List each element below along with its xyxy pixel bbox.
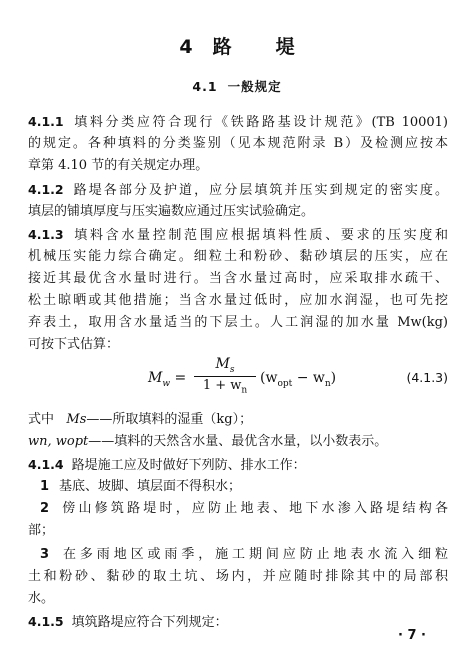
- clause-text: 填料含水量控制范围应根据填料性质、要求的压实度和: [71, 228, 448, 243]
- clause-text: 路堤施工应及时做好下列防、排水工作：: [71, 458, 306, 473]
- where-line-1: [28, 410, 448, 430]
- formula-lhs: $M_w$ =: [148, 370, 187, 389]
- item-number: 1: [40, 479, 50, 494]
- formula-4-1-3: [148, 356, 448, 400]
- page-number: · 7 ·: [398, 628, 426, 643]
- section-heading: 一般规定: [227, 79, 282, 94]
- clause-4-1-3-line-1: [28, 225, 448, 246]
- clause-4-1-5-line-1: [28, 612, 448, 633]
- clause-text: 路堤各部分及护道，应分层填筑并压实到规定的密实度。: [71, 183, 448, 198]
- clause-number: 4.1.2: [28, 182, 64, 197]
- formula-numerator: $M_s$: [215, 356, 235, 375]
- clause-4-1-3-line-3: 接近其最优含水量时进行。当含水量过高时，应采取排水疏干、: [28, 271, 448, 286]
- item-text: 基底、坡脚、填层面不得积水；: [59, 479, 242, 494]
- equation-number: (4.1.3): [406, 370, 448, 385]
- chapter-number: 4: [179, 36, 193, 58]
- clause-4-1-4-item-3-line-3: 水。: [28, 591, 55, 606]
- item-text: 傍山修筑路堤时，应防止地表、地下水渗入路堤结构各: [59, 501, 448, 516]
- clause-number: 4.1.4: [28, 457, 64, 472]
- clause-4-1-4-item-2-line-2: 部；: [28, 523, 55, 538]
- clause-number: 4.1.1: [28, 114, 64, 129]
- fraction-bar: [194, 376, 256, 377]
- where-desc-ms: ——所取填料的湿重（kg）；: [86, 412, 253, 427]
- where-prefix: 式中: [28, 412, 55, 427]
- where-symbol-w: wn, wopt: [28, 434, 89, 449]
- clause-4-1-2-line-1: [28, 180, 448, 201]
- clause-4-1-4-item-3-line-2: 土和粉砂、黏砂的取土坑、场内，并应随时排除其中的局部积: [28, 569, 448, 584]
- clause-4-1-4-line-1: [28, 455, 448, 476]
- clause-4-1-1-line-2: 的规定。各种填料的分类鉴别（见本规范附录 B）及检测应按本: [28, 136, 448, 151]
- clause-4-1-4-item-2-line-1: [40, 499, 448, 519]
- clause-4-1-4-item-3-line-1: [40, 545, 448, 565]
- section-number: 4.1: [192, 79, 218, 94]
- clause-4-1-1-line-1: [28, 112, 448, 133]
- clause-4-1-1-line-3: 章第 4.10 节的有关规定办理。: [28, 158, 209, 173]
- formula-rhs: $(w_{opt} - w_n)$: [260, 370, 337, 389]
- clause-4-1-3-line-6: 可按下式估算：: [28, 337, 120, 352]
- clause-4-1-3-line-5: 弃表土，取用含水量适当的下层土。人工润湿的加水量 Mw(kg): [28, 315, 448, 330]
- clause-number: 4.1.3: [28, 227, 64, 242]
- where-line-2: [28, 432, 448, 452]
- clause-text: 填料分类应符合现行《铁路路基设计规范》(TB 10001): [71, 115, 448, 130]
- item-number: 2: [40, 501, 50, 516]
- clause-4-1-2-line-2: 填层的铺填厚度与压实遍数应通过压实试验确定。: [28, 204, 315, 219]
- where-desc-w: ——填料的天然含水量、最优含水量，以小数表示。: [88, 434, 388, 449]
- chapter-title: [0, 32, 474, 59]
- clause-number: 4.1.5: [28, 614, 64, 629]
- clause-4-1-4-item-1: [40, 477, 448, 497]
- item-number: 3: [40, 547, 50, 562]
- item-text: 在多雨地区或雨季，施工期间应防止地表水流入细粒: [59, 547, 448, 562]
- section-title: [0, 77, 474, 95]
- formula-denominator: $1 + w_n$: [202, 377, 248, 396]
- where-symbol-ms: Ms: [66, 412, 87, 427]
- clause-4-1-3-line-4: 松土晾晒或其他措施；当含水量过低时，应加水润湿，也可先挖: [28, 293, 448, 308]
- chapter-title-char-1: 路: [212, 36, 232, 58]
- clause-text: 填筑路堤应符合下列规定：: [71, 615, 228, 630]
- formula-fraction: [194, 356, 256, 395]
- chapter-title-char-2: 堤: [275, 36, 295, 58]
- clause-4-1-3-line-2: 机械压实能力综合确定。细粒土和粉砂、黏砂填层的压实，应在: [28, 249, 448, 264]
